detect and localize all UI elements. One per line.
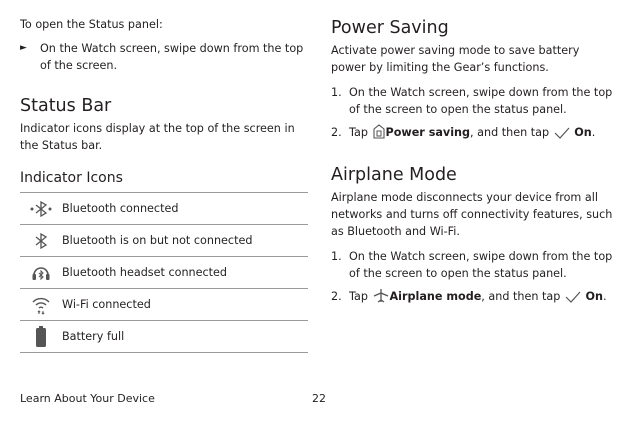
indicator-icons-table	[20, 192, 308, 353]
page-number: 22	[312, 392, 326, 405]
checkmark-icon	[554, 127, 570, 144]
table-row	[20, 193, 308, 225]
table-row	[20, 289, 308, 321]
power-saving-text: Activate power saving mode to save battery power by limiting the Gear’s functions.	[331, 44, 580, 74]
airplane-mode-heading: Airplane Mode	[331, 165, 457, 185]
wifi-connected-icon	[31, 298, 51, 311]
table-row	[20, 225, 308, 257]
table-row	[20, 321, 308, 353]
airplane-mode-step-2	[331, 288, 616, 308]
airplane-mode-step-1	[331, 248, 616, 282]
right-column	[331, 0, 616, 308]
step-text: On the Watch screen, swipe down from the top of the screen to open the status panel.	[349, 86, 613, 116]
bluetooth-connected-icon	[28, 202, 54, 215]
step-text-pre: Tap	[349, 290, 368, 303]
bluetooth-headset-icon	[31, 266, 51, 279]
step-text-pre: Tap	[349, 126, 368, 139]
indicator-label: Bluetooth is on but not connected	[62, 225, 308, 257]
left-column	[20, 0, 308, 353]
indicator-label: Bluetooth connected	[62, 193, 308, 225]
bullet-text: On the Watch screen, swipe down from the top of the screen.	[40, 42, 304, 72]
bluetooth-not-connected-icon	[33, 234, 49, 247]
table-row	[20, 257, 308, 289]
airplane-mode-label: Airplane mode	[389, 290, 482, 303]
step-number: 1.	[331, 250, 342, 263]
power-saving-heading: Power Saving	[331, 18, 449, 38]
indicator-icons-heading: Indicator Icons	[20, 170, 123, 186]
on-label: On	[585, 290, 603, 303]
step-period: .	[602, 290, 607, 303]
status-panel-bullet	[20, 40, 308, 74]
indicator-label: Bluetooth headset connected	[62, 257, 308, 289]
status-bar-heading: Status Bar	[20, 96, 112, 116]
on-label: On	[574, 126, 592, 139]
power-saving-step-2	[331, 124, 616, 144]
step-text: On the Watch screen, swipe down from the top of the screen to open the status panel.	[349, 250, 613, 280]
step-number: 2.	[331, 126, 342, 139]
power-saving-label: Power saving	[385, 126, 471, 139]
checkmark-icon	[565, 291, 581, 308]
battery-full-icon	[35, 330, 47, 343]
step-number: 2.	[331, 290, 342, 303]
power-saving-step-1	[331, 84, 616, 118]
airplane-icon	[373, 288, 389, 308]
step-text-mid: , and then tap	[470, 126, 550, 139]
step-text-mid: , and then tap	[481, 290, 561, 303]
step-number: 1.	[331, 86, 342, 99]
bullet-arrow-icon: ►	[20, 43, 27, 53]
indicator-label: Battery full	[62, 321, 308, 353]
footer-section-title: Learn About Your Device	[20, 392, 155, 405]
step-period: .	[591, 126, 596, 139]
status-bar-text: Indicator icons display at the top of the screen in the Status bar.	[20, 122, 295, 152]
power-saving-icon	[373, 124, 385, 144]
airplane-mode-text: Airplane mode disconnects your device from all networks and turns off connectivity features, such as Bluetooth and Wi-Fi.	[331, 191, 613, 238]
status-panel-intro: To open the Status panel:	[20, 18, 163, 31]
indicator-label: Wi-Fi connected	[62, 289, 308, 321]
